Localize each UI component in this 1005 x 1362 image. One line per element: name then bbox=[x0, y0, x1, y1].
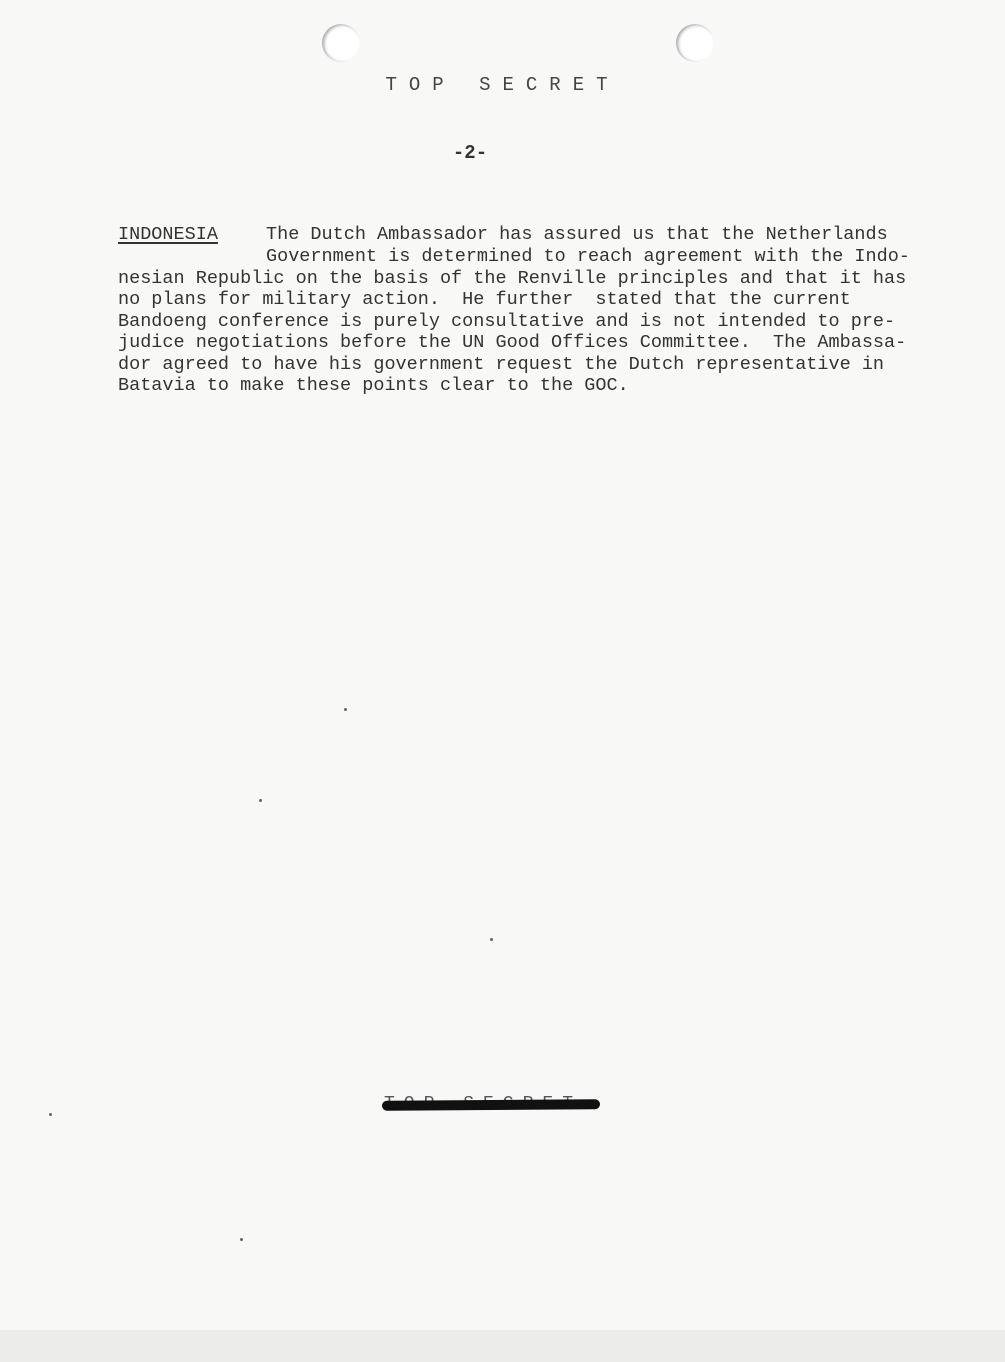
header-classification-marking: TOP SECRET bbox=[385, 74, 620, 96]
paper-speck bbox=[240, 1238, 243, 1241]
paper-speck bbox=[259, 799, 262, 802]
body-line: Government is determined to reach agreement with the Indo- bbox=[266, 246, 910, 267]
body-line: judice negotiations before the UN Good Offices Committee. The Ambassa- bbox=[118, 332, 907, 353]
punch-hole-left bbox=[322, 24, 360, 62]
redaction-strike-bar bbox=[382, 1099, 600, 1111]
paper-speck bbox=[49, 1113, 52, 1116]
body-line: Bandoeng conference is purely consultative and is not intended to pre- bbox=[118, 311, 896, 332]
paper-speck bbox=[344, 708, 347, 711]
paper-speck bbox=[490, 938, 493, 941]
body-line: dor agreed to have his government request the Dutch representative in bbox=[118, 354, 885, 375]
punch-hole-right bbox=[676, 24, 714, 62]
body-line: no plans for military action. He further stated that the current bbox=[118, 289, 851, 310]
body-line: nesian Republic on the basis of the Renville principles and that it has bbox=[118, 268, 907, 289]
page-number: -2- bbox=[452, 142, 488, 164]
scan-bottom-edge bbox=[0, 1330, 1005, 1362]
body-line: Batavia to make these points clear to the GOC. bbox=[118, 375, 629, 396]
body-line: The Dutch Ambassador has assured us that the Netherlands bbox=[266, 224, 888, 245]
section-heading: INDONESIA bbox=[118, 224, 218, 245]
